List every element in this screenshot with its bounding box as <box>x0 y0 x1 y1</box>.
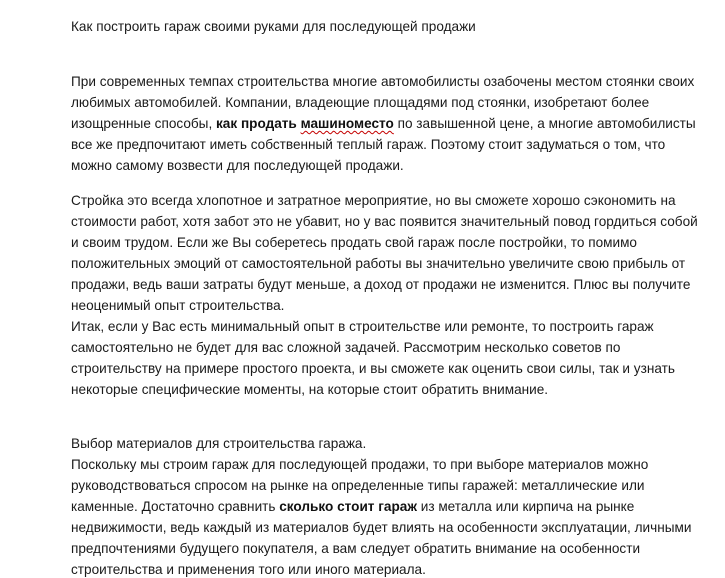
paragraph-1-line-5: можно самому возвести для последующей продажи. <box>71 158 404 173</box>
paragraph-2-line-3: и своим трудом. Если же Вы соберетесь продать свой гараж после постройки, то помимо <box>71 235 637 250</box>
paragraph-1-line-3-tail: по завышенной цене, а многие автомобилисты <box>393 116 696 131</box>
paragraph-3-line-1: Поскольку мы строим гараж для последующей продажи, то при выборе материалов можно <box>71 457 649 472</box>
paragraph-2-line-4: положительных эмоций от самостоятельной работы вы значительно увеличите свою прибыль от <box>71 256 686 271</box>
paragraph-2-line-2: стоимости работ, хотя забот это не убавит, но у вас появится значительный повод гордиться собой <box>71 214 698 229</box>
paragraph-2-line-9: строительству на примере простого проекта, и вы сможете как оценить свои силы, так и узнать <box>71 361 675 376</box>
document-title: Как построить гараж своими руками для последующей продажи <box>71 19 476 34</box>
link-garage-price[interactable]: сколько стоит гараж <box>279 499 417 514</box>
paragraph-1-line-2: любимых автомобилей. Компании, владеющие площадями под стоянки, изобретают более <box>71 95 650 110</box>
paragraph-1-line-1: При современных темпах строительства многие автомобилисты озабочены местом стоянки своих <box>71 74 695 89</box>
paragraph-2-line-6: неоценимый опыт строительства. <box>71 298 285 313</box>
paragraph-3-line-4: недвижимости, ведь каждый из материалов будет влиять на особенности эксплуатации, личными <box>71 520 692 535</box>
paragraph-2-line-5: продажи, ведь ваши затраты будут меньше, а доход от продажи не изменится. Плюс вы получите <box>71 277 691 292</box>
link-parking-space[interactable]: машиноместо <box>300 116 394 131</box>
link-how-to-sell[interactable]: как продать <box>216 116 297 131</box>
paragraph-2-line-8: самостоятельно не будет для вас сложной задачей. Рассмотрим несколько советов по <box>71 340 621 355</box>
paragraph-2-line-10: некоторые специфические моменты, на которые стоит обратить внимание. <box>71 382 549 397</box>
section-heading-materials: Выбор материалов для строительства гаража. <box>71 436 367 451</box>
paragraph-1-line-3-text: изощренные способы, <box>71 116 216 131</box>
paragraph-1-line-3 <box>71 116 696 132</box>
paragraph-3-line-2: руководствоваться спросом на рынке на определенные типы гаражей: металлические или <box>71 478 645 493</box>
paragraph-3-line-3-text: каменные. Достаточно сравнить <box>71 499 280 514</box>
paragraph-3-line-3 <box>71 499 634 515</box>
paragraph-3-line-3-tail: из металла или кирпича на рынке <box>416 499 635 514</box>
paragraph-3-line-6: строительства и применения того или иного материала. <box>71 562 426 577</box>
paragraph-1-line-4: все же предпочитают иметь собственный теплый гараж. Поэтому стоит задуматься о том, что <box>71 137 666 152</box>
paragraph-2-line-1: Стройка это всегда хлопотное и затратное мероприятие, но вы сможете хорошо сэкономить на <box>71 193 676 208</box>
paragraph-3-line-5: предпочтениями будущего покупателя, а вам следует обратить внимание на особенности <box>71 541 641 556</box>
paragraph-2-line-7: Итак, если у Вас есть минимальный опыт в строительстве или ремонте, то построить гараж <box>71 319 654 334</box>
